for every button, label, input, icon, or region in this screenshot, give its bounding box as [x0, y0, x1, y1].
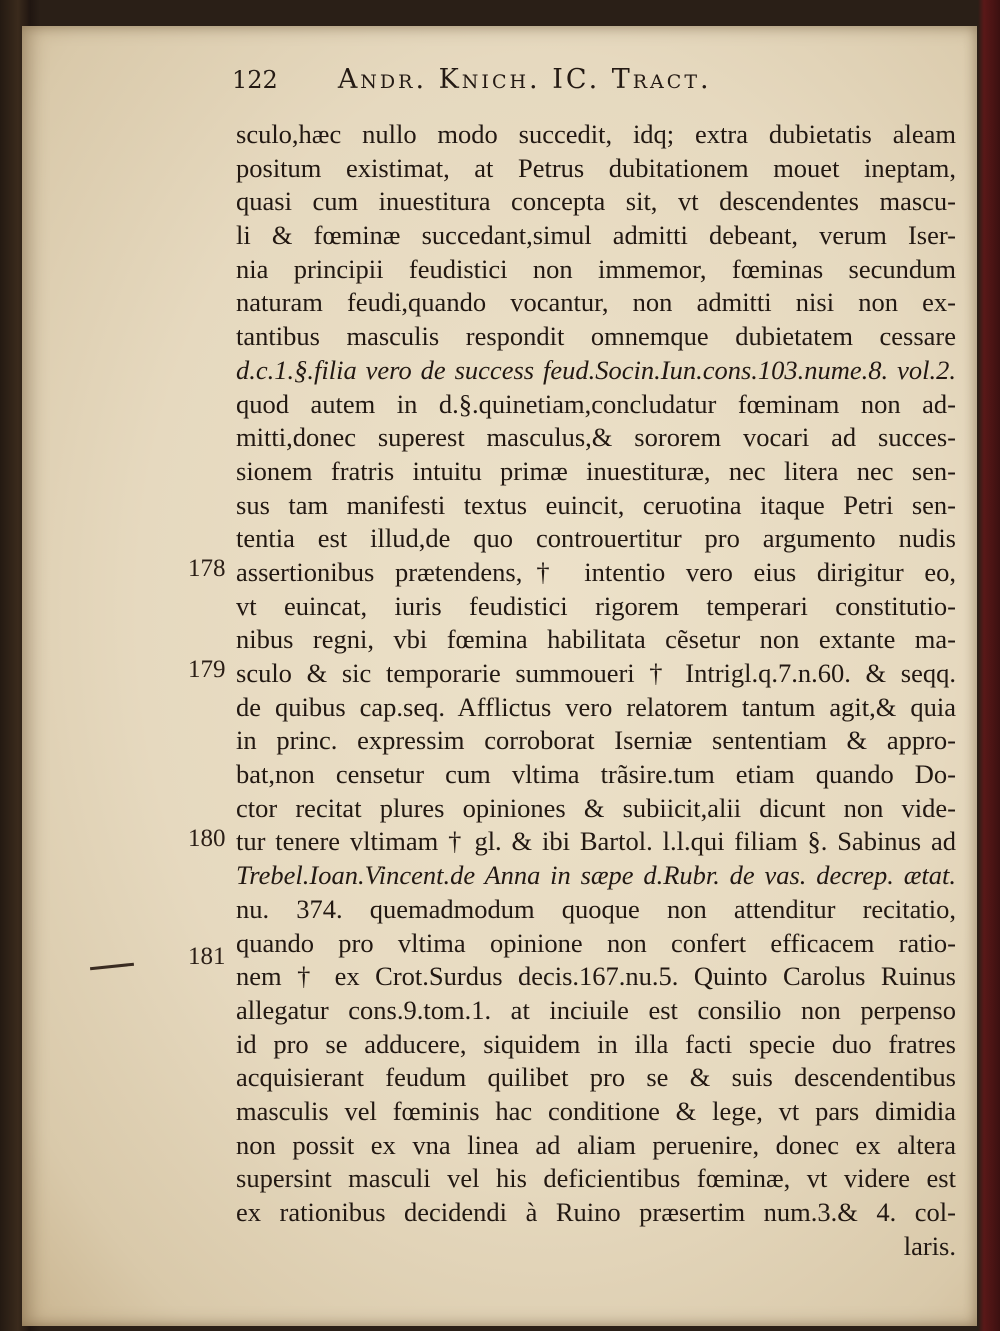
text-line: positum existimat, at Petrus dubitationem mouet ineptam,: [236, 152, 956, 183]
text-line: allegatur cons.9.tom.1. at inciuile est consilio non perpenso: [236, 994, 956, 1025]
text-line: naturam feudi,quando vocantur, non admitti nisi non ex-: [236, 287, 956, 318]
text-line: id pro se adducere, siquidem in illa facti specie duo fratres: [236, 1028, 956, 1059]
text-line: quod autem in d.§.quinetiam,concludatur fœminam non ad-: [236, 388, 956, 419]
text-line: assertionibus prætendens,† intentio vero eius dirigitur eo,: [236, 556, 956, 587]
text-line: Trebel.Ioan.Vincent.de Anna in sæpe d.Rubr. de vas. decrep. ætat.: [236, 860, 956, 891]
margin-number: 178: [188, 555, 226, 582]
text-line: d.c.1.§.filia vero de success feud.Socin.Iun.cons.103.nume.8. vol.2.: [236, 354, 956, 385]
text-line: non possit ex vna linea ad aliam peruenire, donec ex altera: [236, 1129, 956, 1160]
text-line: sus tam manifesti textus euincit, ceruotina itaque Petri sen-: [236, 489, 956, 520]
text-line: ex rationibus decidendi à Ruino præsertim num.3.& 4. col-: [236, 1197, 956, 1227]
text-line: tantibus masculis respondit omnemque dubietatem cessare: [236, 321, 956, 352]
text-line: de quibus cap.seq. Afflictus vero relatorem tantum agit,& quia: [236, 691, 956, 722]
text-line: li & fœminæ succedant,simul admitti debeant, verum Iser-: [236, 220, 956, 251]
text-line: vt euincat, iuris feudistici rigorem temperari constitutio-: [236, 590, 956, 621]
text-line: quando pro vltima opinione non confert efficacem ratio-: [236, 927, 956, 958]
text-line: quasi cum inuestitura concepta sit, vt descendentes mascu-: [236, 186, 956, 217]
text-line: sionem fratris intuitu primæ inuestituræ, nec litera nec sen-: [236, 455, 956, 486]
text-line: masculis vel fœminis hac conditione & lege, vt pars dimidia: [236, 1095, 956, 1126]
text-line: in princ. expressim corroborat Iserniæ sententiam & appro-: [236, 725, 956, 756]
text-line: supersint masculi vel his deficientibus fœminæ, vt videre est: [236, 1163, 956, 1194]
text-line: laris.: [903, 1230, 956, 1261]
margin-number: 180: [188, 825, 226, 852]
text-line: nibus regni, vbi fœmina habilitata cẽsetur non extante ma-: [236, 624, 956, 655]
text-line: tentia est illud,de quo controuertitur pro argumento nudis: [236, 523, 956, 554]
text-line: sculo,hæc nullo modo succedit, idq; extra dubietatis aleam: [236, 119, 956, 149]
text-line: ctor recitat plures opiniones & subiicit,alii dicunt non vide-: [236, 792, 956, 823]
text-line: nu. 374. quemadmodum quoque non attenditur recitatio,: [236, 893, 956, 924]
margin-number: 181: [188, 943, 226, 970]
text-line: nia principii feudistici non immemor, fœminas secundum: [236, 253, 956, 284]
margin-number: 179: [188, 656, 226, 683]
text-block: [236, 118, 956, 1263]
text-line: sculo & sic temporarie summoueri † Intrigl.q.7.n.60. & seqq.: [236, 658, 956, 688]
text-line: nem † ex Crot.Surdus decis.167.nu.5. Quinto Carolus Ruinus: [236, 961, 956, 992]
text-line: acquisierant feudum quilibet pro se & suis descendentibus: [236, 1062, 956, 1093]
running-title: Andr. Knich. IC. Tract.: [337, 64, 712, 95]
text-line: tur tenere vltimam † gl. & ibi Bartol. l.l.qui filiam §. Sabinus ad: [236, 826, 956, 857]
text-line: bat,non censetur cum vltima trãsire.tum etiam quando Do-: [236, 759, 956, 790]
text-line: mitti,donec superest masculus,& sororem vocari ad succes-: [236, 422, 956, 453]
running-head: [232, 64, 852, 108]
page-number: 122: [232, 66, 278, 94]
